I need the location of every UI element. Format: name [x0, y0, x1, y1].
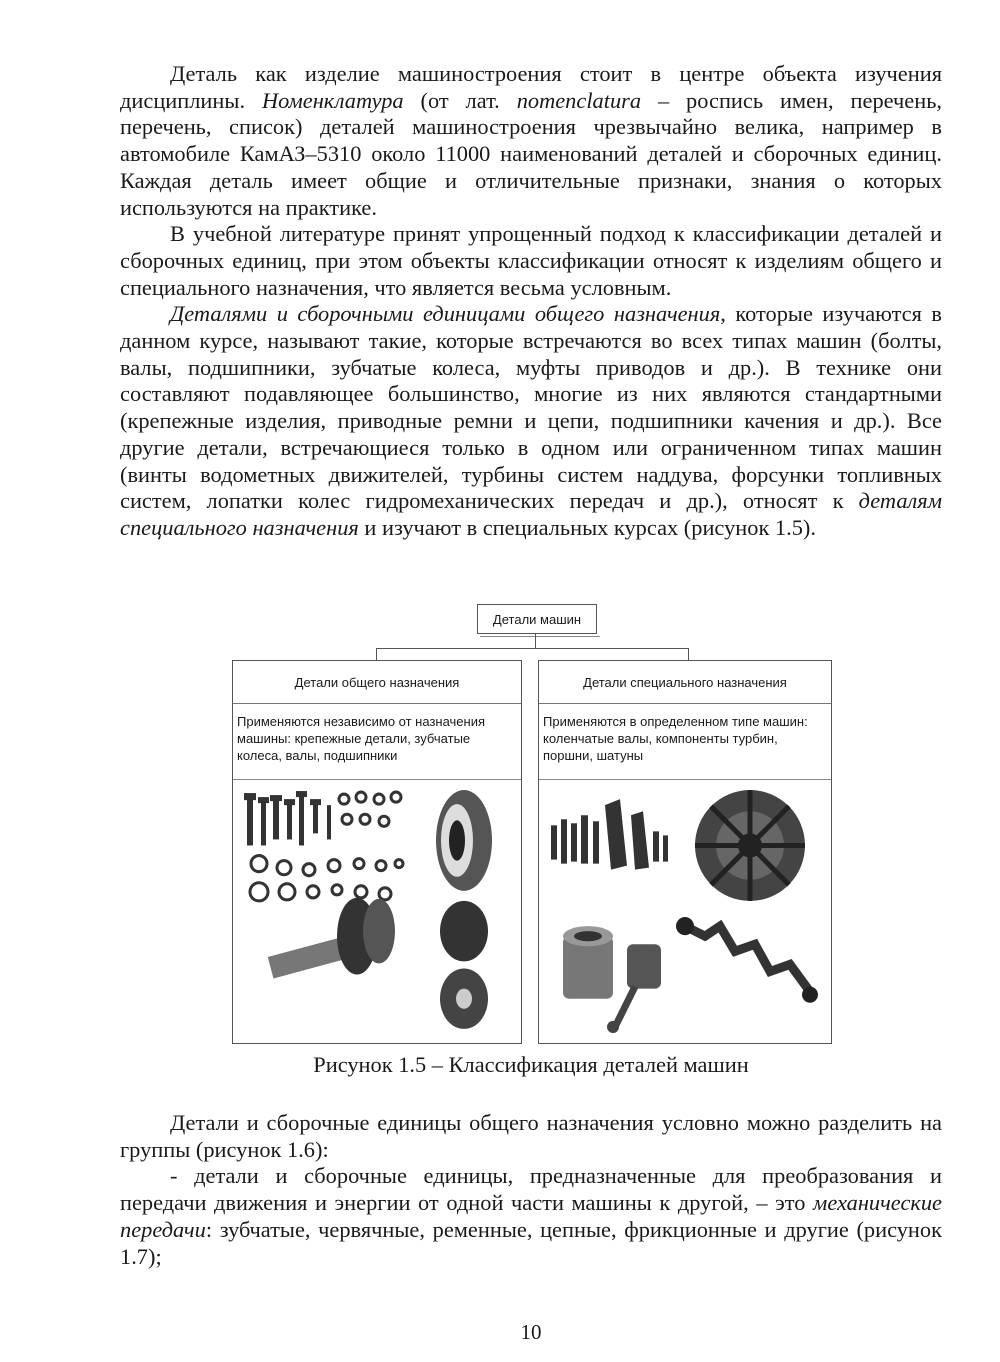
special-purpose-description: Применяются в определенном типе машин: коленчатые валы, компоненты турбин, поршни, шатуны — [543, 714, 808, 763]
special-parts-image — [545, 785, 825, 1037]
divider — [539, 779, 831, 780]
divider — [233, 779, 521, 780]
classification-figure — [230, 604, 834, 1044]
paragraph-groups: Детали и сборочные единицы общего назначения условно можно разделить на группы (рисунок 1.6): — [120, 1110, 942, 1162]
general-parts-image — [239, 785, 515, 1037]
general-purpose-column — [232, 660, 522, 1044]
connector-horizontal — [376, 648, 688, 649]
general-purpose-description: Применяются независимо от назначения машины: крепежные детали, зубчатые колеса, валы, подшипники — [237, 714, 486, 763]
figure-caption: Рисунок 1.5 – Классификация деталей машин — [313, 1052, 749, 1077]
special-purpose-column — [538, 660, 832, 1044]
text-block-bottom — [120, 1110, 942, 1270]
paragraph-classification: В учебной литературе принят упрощенный подход к классификации деталей и сборочных единиц, при этом объекты классификации относят к изделиям общего и специального назначения, что является весьма условным. — [120, 221, 942, 300]
general-purpose-title: Детали общего назначения — [233, 661, 521, 704]
text-block-top — [120, 61, 942, 542]
page-number: 10 — [520, 1320, 542, 1344]
connector-right — [688, 648, 689, 660]
special-purpose-title: Детали специального назначения — [539, 661, 831, 704]
connector-left — [376, 648, 377, 660]
list-item-mechanical-transmissions: - детали и сборочные единицы, предназначенные для преобразования и передачи движения и энергии от одной части машины к другой, – это механические передачи: зубчатые, червячные, ременные, цепные, фрикционные и другие (рисунок 1.7); — [120, 1163, 942, 1269]
figure-root-box: Детали машин — [477, 604, 597, 634]
paragraph-general-purpose: Деталями и сборочными единицами общего назначения, которые изучаются в данном курсе, называют такие, которые встречаются во всех типах машин (болты, валы, подшипники, зубчатые колеса, муфты приводов и др.). В технике они составляют подавляющее большинство, многие из них являются стандартными (крепежные изделия, приводные ремни и цепи, подшипники качения и др.). Все другие детали, встречающиеся только в одном или ограниченном типах машин (винты водометных движителей, турбины систем наддува, форсунки топливных систем, лопатки колес гидромеханических передач и др.), относят к деталям специального назначения и изучают в специальных курсах (рисунок 1.5). — [120, 301, 943, 540]
connector-root — [535, 633, 536, 648]
paragraph-nomenclature: Деталь как изделие машиностроения стоит в центре объекта изучения дисциплины. Номенклатура (от лат. nomenclatura – роспись имен, перечень, перечень, список) деталей машиностроения чрезвычайно велика, например в автомобиле КамАЗ–5310 около 11000 наименований деталей и сборочных единиц. Каждая деталь имеет общие и отличительные признаки, знания о которых используются на практике. — [120, 61, 943, 220]
